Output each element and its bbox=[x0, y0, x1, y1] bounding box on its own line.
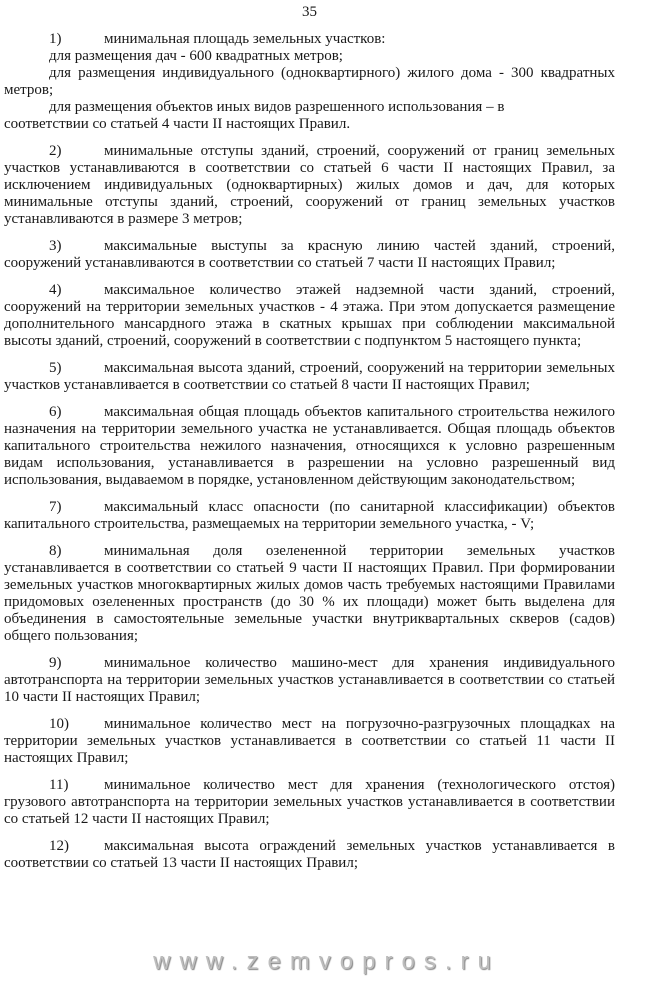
item-text: минимальные отступы зданий, строений, сооружений от границ земельных участков устанавливаются в соответствии со статьей 6 части II настоящих Правил, за исключением индивидуальных (одноквартирных) жилых домов и дач, для которых минимальные отступы зданий, строений, сооружений от границ земельных участков устанавливаются в размере 3 метров; bbox=[4, 143, 615, 227]
item-text: минимальное количество мест на погрузочно-разгрузочных площадках на территории земельных участков устанавливается в соответствии со статьей 11 части II настоящих Правил; bbox=[4, 716, 615, 766]
item-text: минимальная доля озелененной территории земельных участков устанавливается в соответствии со статьей 9 части II настоящих Правил. При формировании земельных участков многоквартирных жилых домов часть требуемых настоящими Правилами придомовых озелененных пространств (до 30 % их площади) может быть выделена для объединения в самостоятельные земельные участки внутриквартальных скверов (садов) общего пользования; bbox=[4, 543, 615, 644]
list-item-6 bbox=[4, 404, 615, 489]
list-item-5 bbox=[4, 360, 615, 394]
list-item-4 bbox=[4, 282, 615, 350]
item-text: максимальные выступы за красную линию частей зданий, строений, сооружений устанавливаются в соответствии со статьей 7 части II настоящих Правил; bbox=[4, 238, 615, 271]
list-item-3 bbox=[4, 238, 615, 272]
item-number: 2) bbox=[49, 143, 62, 159]
sub-paragraph-dacha bbox=[4, 48, 615, 65]
list-item-10 bbox=[4, 716, 615, 767]
item-number: 5) bbox=[49, 360, 62, 376]
list-item-9 bbox=[4, 655, 615, 706]
item-number: 4) bbox=[49, 282, 62, 298]
list-item-1 bbox=[4, 31, 615, 48]
item-number: 11) bbox=[49, 777, 69, 793]
item-number: 8) bbox=[49, 543, 62, 559]
site-watermark: www.zemvopros.ru bbox=[153, 948, 500, 975]
item-text: минимальное количество машино-мест для хранения индивидуального автотранспорта на территории земельных участков устанавливается в соответствии со статьей 10 части II настоящих Правил; bbox=[4, 655, 615, 705]
item-number: 12) bbox=[49, 838, 69, 854]
sub-paragraph-text: для размещения дач - 600 квадратных метров; bbox=[49, 48, 343, 64]
item-number: 10) bbox=[49, 716, 69, 732]
item-text: минимальное количество мест для хранения (технологического отстоя) грузового автотранспорта на территории земельных участков устанавливается в соответствии со статьей 12 части II настоящих Правил; bbox=[4, 777, 615, 827]
item-text: максимальная высота ограждений земельных участков устанавливается в соответствии со статьей 13 части II настоящих Правил; bbox=[4, 838, 615, 871]
item-number: 3) bbox=[49, 238, 62, 254]
item-number: 9) bbox=[49, 655, 62, 671]
sub-paragraph-line-1: для размещения объектов иных видов разрешенного использования – в bbox=[49, 99, 505, 115]
item-number: 6) bbox=[49, 404, 62, 420]
item-text: максимальный класс опасности (по санитарной классификации) объектов капитального строительства, размещаемых на территории земельного участка, - V; bbox=[4, 499, 615, 532]
sub-paragraph-individual-house bbox=[4, 65, 615, 99]
list-item-2 bbox=[4, 143, 615, 228]
item-text: минимальная площадь земельных участков: bbox=[104, 31, 386, 47]
item-number: 1) bbox=[49, 31, 62, 47]
list-item-11 bbox=[4, 777, 615, 828]
item-number: 7) bbox=[49, 499, 62, 515]
list-item-12 bbox=[4, 838, 615, 872]
list-item-7 bbox=[4, 499, 615, 533]
item-text: максимальная высота зданий, строений, сооружений на территории земельных участков устанавливается в соответствии со статьей 8 части II настоящих Правил; bbox=[4, 360, 615, 393]
page-number: 35 bbox=[302, 4, 317, 20]
sub-paragraph-line-2: соответствии со статьей 4 части II настоящих Правил. bbox=[4, 116, 351, 132]
item-text: максимальное количество этажей надземной части зданий, строений, сооружений на территории земельных участков - 4 этажа. При этом допускается размещение дополнительного мансардного этажа в скатных крышах при соблюдении максимальной высоты зданий, строений, сооружений в соответствии с подпунктом 5 настоящего пункта; bbox=[4, 282, 615, 349]
sub-paragraph-text: для размещения индивидуального (одноквартирного) жилого дома - 300 квадратных метров; bbox=[4, 65, 615, 98]
item-text: максимальная общая площадь объектов капитального строительства нежилого назначения на территории земельного участка не устанавливается. Общая площадь объектов капитального строительства нежилого назначения, относящихся к условно разрешенным видам использования, устанавливается в разрешении на условно разрешенный вид использования, выдаваемом в порядке, установленном действующим законодательством; bbox=[4, 404, 615, 488]
sub-paragraph-other-uses bbox=[4, 99, 615, 133]
list-item-8 bbox=[4, 543, 615, 645]
